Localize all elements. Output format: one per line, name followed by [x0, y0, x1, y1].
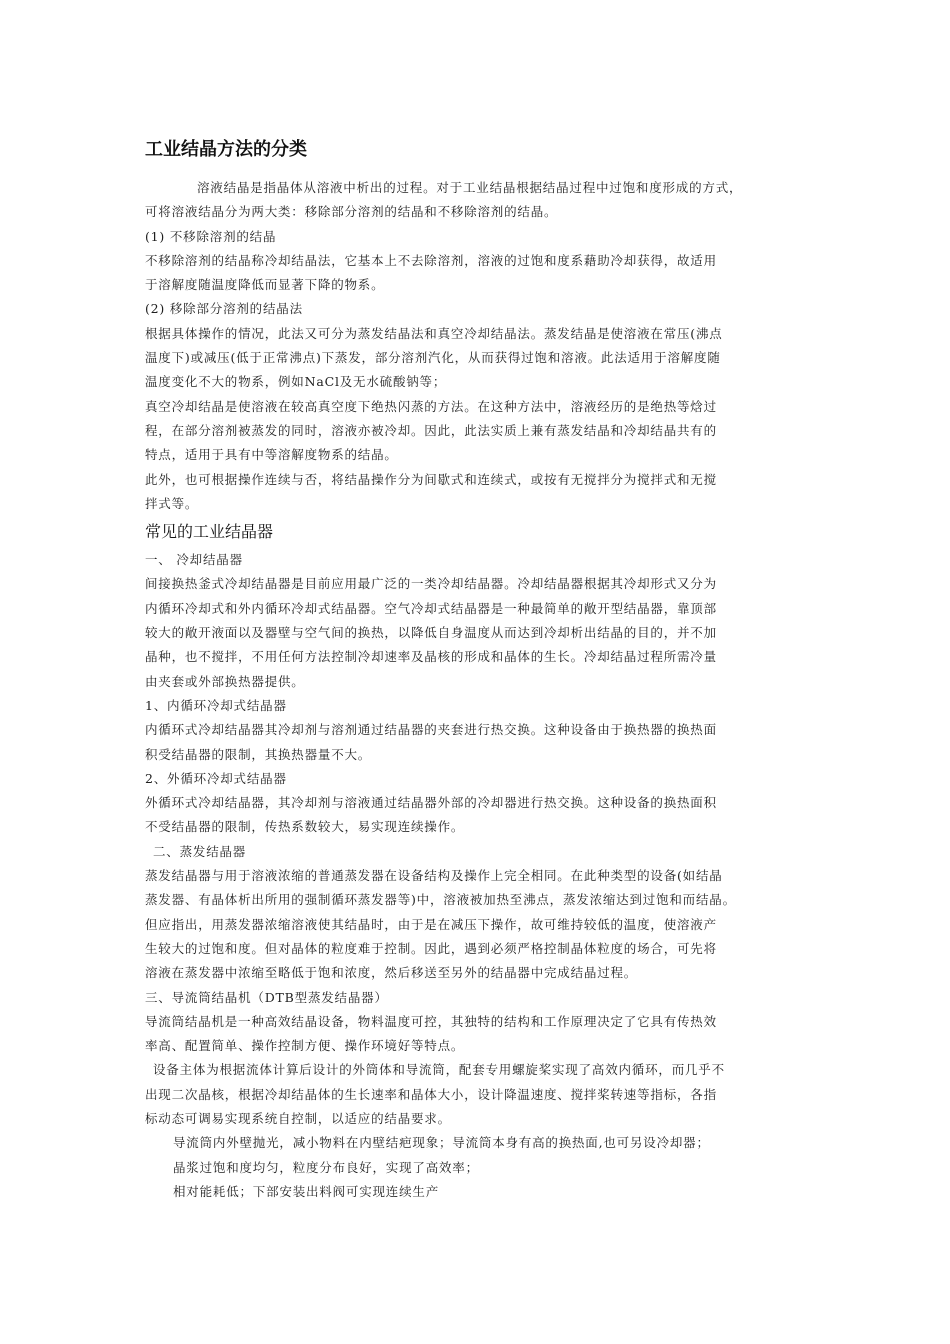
- paragraph-line: 温度变化不大的物系，例如NaCl及无水硫酸钠等；: [145, 374, 447, 390]
- paragraph-line: 内循环冷却式和外内循环冷却式结晶器。空气冷却式结晶器是一种最简单的敞开型结晶器，靠顶部: [145, 600, 717, 616]
- subheading: 2、外循环冷却式结晶器: [145, 770, 287, 786]
- paragraph-line: 晶种，也不搅拌，不用任何方法控制冷却速率及晶核的形成和晶体的生长。冷却结晶过程所需冷量: [145, 649, 717, 665]
- subheading: 二、蒸发结晶器: [153, 843, 247, 859]
- paragraph-line: 此外，也可根据操作连续与否，将结晶操作分为间歇式和连续式，或按有无搅拌分为搅拌式和无搅: [145, 471, 717, 487]
- paragraph-line: 由夹套或外部换热器提供。: [145, 673, 305, 689]
- paragraph-line: 可将溶液结晶分为两大类：移除部分溶剂的结晶和不移除溶剂的结晶。: [145, 204, 558, 220]
- paragraph-line: 拌式等。: [145, 495, 199, 511]
- paragraph-line: 根据具体操作的情况，此法又可分为蒸发结晶法和真空冷却结晶法。蒸发结晶是使溶液在常压(沸点: [145, 325, 723, 341]
- paragraph-line: 于溶解度随温度降低而显著下降的物系。: [145, 277, 385, 293]
- subheading: 1、内循环冷却式结晶器: [145, 697, 287, 713]
- paragraph-line: 较大的敞开液面以及器壁与空气间的换热，以降低自身温度从而达到冷却析出结晶的目的，并不加: [145, 625, 717, 641]
- document-content: [145, 138, 817, 1204]
- list-item: 导流筒内外壁抛光，减小物料在内壁结疤现象；导流筒本身有高的换热面,也可另设冷却器；: [173, 1135, 710, 1151]
- paragraph-line: 标动态可调易实现系统自控制，以适应的结晶要求。: [145, 1110, 451, 1126]
- subheading: 三、导流筒结晶机（DTB型蒸发结晶器）: [145, 989, 388, 1005]
- paragraph-line: 间接换热釜式冷却结晶器是目前应用最广泛的一类冷却结晶器。冷却结晶器根据其冷却形式又分为: [145, 576, 717, 592]
- subheading: (1) 不移除溶剂的结晶: [145, 228, 277, 244]
- paragraph-line: 不移除溶剂的结晶称冷却结晶法，它基本上不去除溶剂，溶液的过饱和度系藉助冷却获得，故适用: [145, 252, 717, 268]
- paragraph-line: 程，在部分溶剂被蒸发的同时，溶液亦被冷却。因此，此法实质上兼有蒸发结晶和冷却结晶共有的: [145, 422, 717, 438]
- paragraph-line: 内循环式冷却结晶器其冷却剂与溶剂通过结晶器的夹套进行热交换。这种设备由于换热器的换热面: [145, 722, 717, 738]
- paragraph-line: 设备主体为根据流体计算后设计的外筒体和导流筒，配套专用螺旋桨实现了高效内循环，而几乎不: [153, 1062, 725, 1078]
- paragraph-line: 蒸发结晶器与用于溶液浓缩的普通蒸发器在设备结构及操作上完全相同。在此种类型的设备(如结晶: [145, 868, 723, 884]
- page-title: 工业结晶方法的分类: [145, 139, 307, 160]
- paragraph-line: 不受结晶器的限制，传热系数较大，易实现连续操作。: [145, 819, 465, 835]
- paragraph-line: 率高、配置简单、操作控制方便、操作环境好等特点。: [145, 1038, 465, 1054]
- paragraph-line: 生较大的过饱和度。但对晶体的粒度难于控制。因此，遇到必须严格控制晶体粒度的场合，可先将: [145, 940, 717, 956]
- paragraph-line: 导流筒结晶机是一种高效结晶设备，物料温度可控，其独特的结构和工作原理决定了它具有传热效: [145, 1013, 717, 1029]
- paragraph-line: 溶液结晶是指晶体从溶液中析出的过程。对于工业结晶根据结晶过程中过饱和度形成的方式，: [197, 180, 743, 195]
- paragraph-line: 出现二次晶核，根据冷却结晶体的生长速率和晶体大小，设计降温速度、搅拌桨转速等指标，各指: [145, 1086, 717, 1102]
- paragraph-line: 蒸发器、有晶体析出所用的强制循环蒸发器等)中，溶液被加热至沸点，蒸发浓缩达到过饱和而结晶。: [145, 892, 736, 908]
- subheading: (2) 移除部分溶剂的结晶法: [145, 301, 303, 317]
- subheading: 一、 冷却结晶器: [145, 552, 243, 568]
- paragraph-line: 温度下)或减压(低于正常沸点)下蒸发，部分溶剂汽化，从而获得过饱和溶液。此法适用于溶解度随: [145, 350, 721, 366]
- list-item: 相对能耗低；下部安装出料阀可实现连续生产: [173, 1183, 440, 1199]
- paragraph-line: 溶液在蒸发器中浓缩至略低于饱和浓度，然后移送至另外的结晶器中完成结晶过程。: [145, 965, 638, 981]
- paragraph-line: 特点，适用于具有中等溶解度物系的结晶。: [145, 447, 398, 463]
- paragraph-line: 积受结晶器的限制，其换热器量不大。: [145, 746, 372, 762]
- paragraph-line: 但应指出，用蒸发器浓缩溶液使其结晶时，由于是在减压下操作，故可维持较低的温度，使溶液产: [145, 916, 717, 932]
- paragraph-line: 真空冷却结晶是使溶液在较高真空度下绝热闪蒸的方法。在这种方法中，溶液经历的是绝热等焓过: [145, 398, 717, 414]
- section-heading: 常见的工业结晶器: [145, 522, 274, 542]
- list-item: 晶浆过饱和度均匀，粒度分布良好，实现了高效率；: [173, 1159, 479, 1175]
- paragraph-line: 外循环式冷却结晶器，其冷却剂与溶液通过结晶器外部的冷却器进行热交换。这种设备的换热面积: [145, 795, 717, 811]
